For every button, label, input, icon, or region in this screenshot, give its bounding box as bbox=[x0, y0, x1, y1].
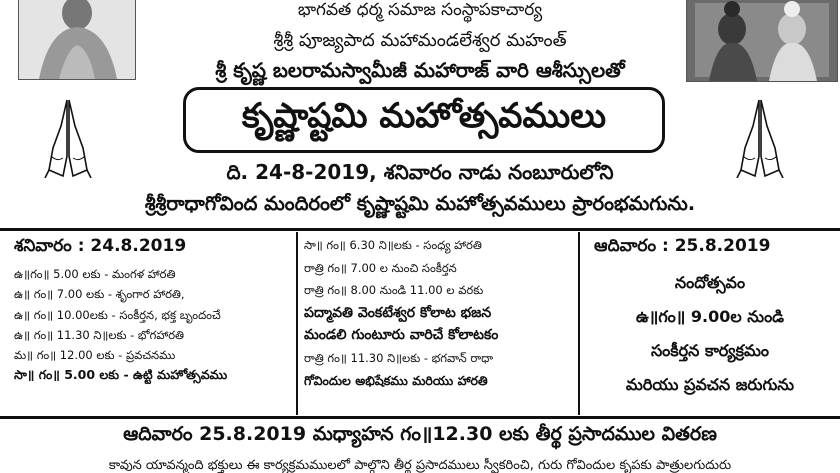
header-line-2: శ్రీశ్రీ పూజ్యపాద మహామండలేశ్వర మహంత్ bbox=[273, 30, 567, 51]
sunday-row: నందోత్సవం bbox=[674, 273, 746, 292]
schedule-row: రాత్రి గం॥ 8.00 నుండి 11.00 ల వరకు bbox=[304, 283, 484, 298]
schedule-row: ఉ॥ గం॥ 10.00లకు - సంకీర్తన, భక్త బృందంచే bbox=[14, 307, 221, 322]
sunday-row: ఉ॥గం॥ 9.00ల నుండి bbox=[635, 307, 785, 326]
sunday-row: సంకీర్తన కార్యక్రమం bbox=[650, 341, 770, 360]
divider-top bbox=[0, 228, 840, 231]
subtitle-venue-line: శ్రీశ్రీరాధాగోవింద మందిరంలో కృష్ణాష్టమి మహోత్సవములు ప్రారంభమగును. bbox=[144, 192, 696, 215]
saturday-schedule bbox=[14, 232, 294, 415]
schedule-row: ఉ॥ గం॥ 11.30 ని॥లకు - భోగహారతి bbox=[14, 327, 185, 342]
header-line-1: భాగవత ధర్మ సమాజ సంస్థాపకాచార్య bbox=[297, 0, 543, 20]
schedule-row: పద్మావతి వెంకటేశ్వర కోలాట భజన bbox=[304, 304, 492, 321]
divider-col-2 bbox=[578, 232, 580, 415]
event-title bbox=[183, 87, 665, 153]
schedule-row: సా॥ గం॥ 6.30 ని॥లకు - సంధ్య హారతి bbox=[304, 238, 482, 252]
event-title-text: కృష్ణాష్టమి మహోత్సవములు bbox=[241, 96, 607, 136]
evening-schedule bbox=[304, 232, 576, 417]
schedule-row: మ॥ గం॥ 12.00 లకు - ప్రవచనము bbox=[14, 348, 176, 363]
sunday-row: మరియు ప్రవచన జరుగును bbox=[625, 375, 795, 394]
schedule-row: రాత్రి గం॥ 11.30 ని॥లకు - భగవాన్ రాధా bbox=[304, 350, 494, 365]
saturday-title: శనివారం : 24.8.2019 bbox=[14, 236, 187, 256]
sunday-title: ఆదివారం : 25.8.2019 bbox=[594, 236, 771, 256]
schedule-row: ఉ॥గం॥ 5.00 లకు - మంగళ హారతి bbox=[14, 267, 176, 281]
schedule-row: ఉ॥ గం॥ 7.00 లకు - శృంగార హారతి, bbox=[14, 287, 185, 302]
header-line-3: శ్రీ కృష్ణ బలరామస్వామీజీ మహారాజ్ వారి ఆశీస్సులతో bbox=[215, 58, 625, 82]
sunday-schedule bbox=[584, 232, 836, 415]
schedule-row: రాత్రి గం॥ 7.00 ల నుంచి సంకీర్తన bbox=[304, 260, 457, 275]
invitation-line: కావున యావన్మంది భక్తులు ఈ కార్యక్రమములలో పాల్గొని తీర్థ ప్రసాదములు స్వీకరించి, గురు గోవిందుల కృపకు పాత్రులగుదురు bbox=[108, 458, 732, 473]
prasadam-announcement: ఆదివారం 25.8.2019 మధ్యాహన గం॥12.30 లకు తీర్థ ప్రసాదముల వితరణ bbox=[123, 423, 717, 445]
schedule-row: మండలి గుంటూరు వారిచే కోలాటకం bbox=[304, 327, 499, 344]
divider-col-1 bbox=[296, 232, 298, 415]
subtitle-date-line: ది. 24-8-2019, శనివారం నాడు నంబూరులోని bbox=[226, 160, 614, 184]
schedule-row: సా॥ గం॥ 5.00 లకు - ఉట్టి మహోత్సవము bbox=[14, 367, 228, 383]
schedule-row: గోవిందుల అభిషేకము మరియు హారతి bbox=[304, 372, 488, 388]
